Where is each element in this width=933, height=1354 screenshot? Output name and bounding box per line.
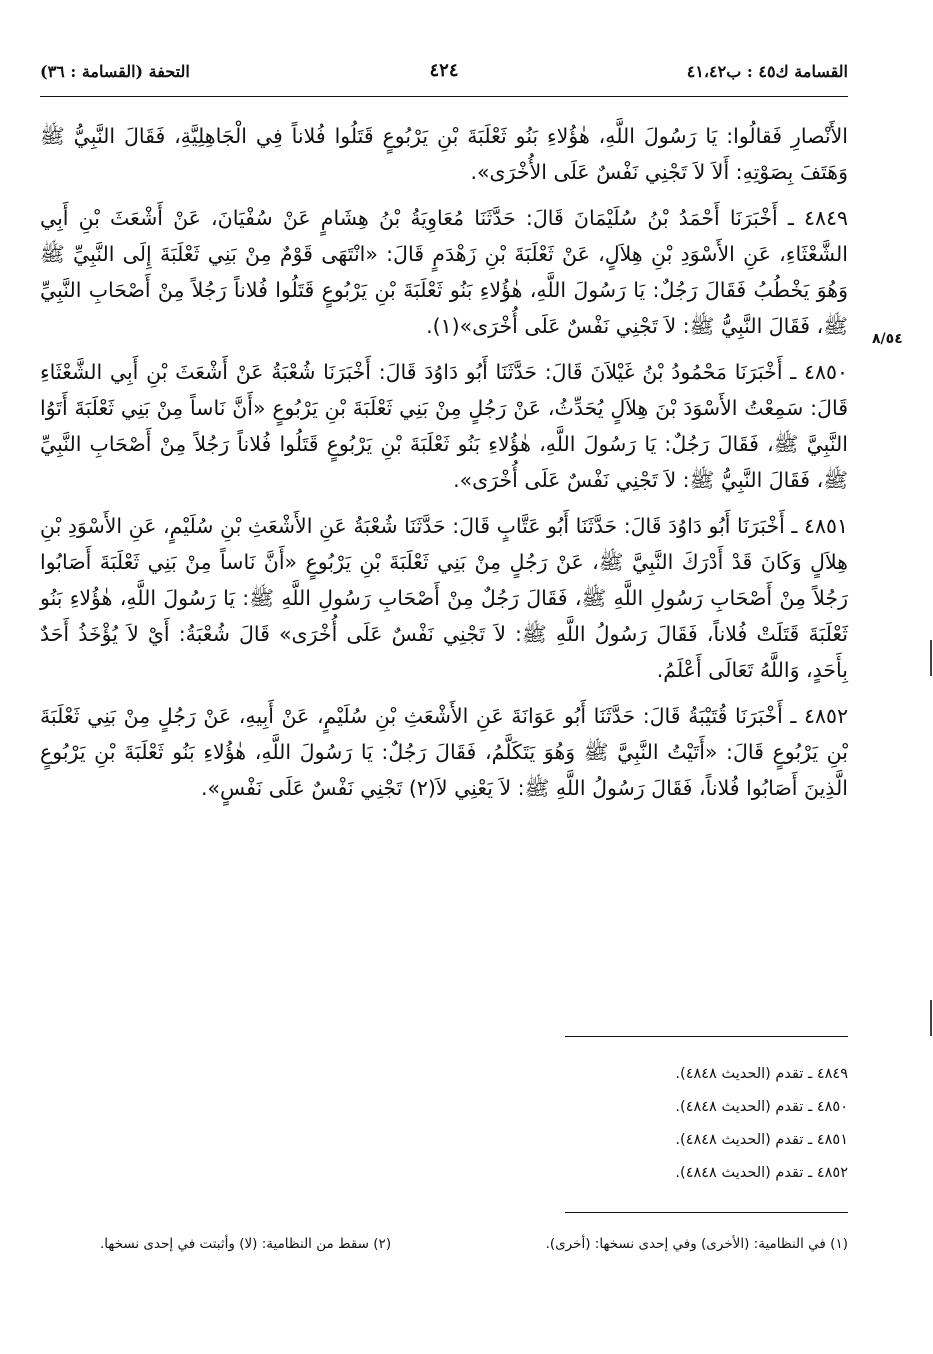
page-header — [40, 52, 848, 92]
hadith-4852: ٤٨٥٢ ـ أَخْبَرَنَا قُتَيْبَةُ قَالَ: حَدَّثَنَا أَبُو عَوَانَةَ عَنِ الأَشْعَثِ بْنِ سُلَيْمٍ، عَنْ أَبِيهِ، عَنْ رَجُلٍ مِنْ بَنِي ثَعْلَبَةَ بْنِ يَرْبُوعٍ قَالَ: «أَتَيْتُ النَّبِيَّ ﷺ وَهُوَ يَتَكَلَّمُ، فَقَالَ رَجُلٌ: يَا رَسُولَ اللَّهِ، هٰؤُلاءِ بَنُو ثَعْلَبَةَ بْنِ يَرْبُوعٍ الَّذِينَ أَصَابُوا فُلاناً، فَقَالَ رَسُولُ اللَّهِ ﷺ: لاَ يَعْنِي لاَ(٢) تَجْنِي نَفْسٌ عَلَى نَفْسٍ». — [40, 704, 848, 800]
hadith-4849: ٤٨٤٩ ـ أَخْبَرَنَا أَحْمَدُ بْنُ سُلَيْمَانَ قَالَ: حَدَّثَنَا مُعَاوِيَةُ بْنُ هِشَامٍ عَنْ سُفْيَانَ، عَنْ أَشْعَثَ بْنِ أَبِي الشَّعْثَاءِ، عَنِ الأَسْوَدِ بْنِ هِلاَلٍ، عَنْ ثَعْلَبَةَ بْنِ زَهْدَمٍ قَالَ: «انْتَهَى قَوْمٌ مِنْ بَنِي ثَعْلَبَةَ إِلَى النَّبِيِّ ﷺ وَهُوَ يَخْطُبُ فَقَالَ رَجُلٌ: يَا رَسُولَ اللَّهِ، هٰؤُلاءِ بَنُو ثَعْلَبَةَ بْنِ يَرْبُوعٍ قَتَلُوا فُلاناً رَجُلاً مِنْ أَصْحَابِ النَّبِيِّ ﷺ، فَقَالَ النَّبِيُّ ﷺ: لاَ تَجْنِي نَفْسٌ عَلَى أُخْرَى»(١). — [40, 206, 848, 338]
page-number: ٤٢٤ — [429, 60, 459, 81]
footnote-1: (١) في النظامية: (الأخرى) وفي إحدى نسخها: (أخرى). — [545, 1236, 848, 1252]
reference-item: ٤٨٤٩ ـ تقدم (الحديث ٤٨٤٨). — [675, 1066, 848, 1082]
scan-edge-mark — [930, 640, 932, 676]
footnotes — [100, 1236, 848, 1266]
reference-item: ٤٨٥٢ ـ تقدم (الحديث ٤٨٤٨). — [675, 1165, 848, 1181]
hadith-4851: ٤٨٥١ ـ أَخْبَرَنَا أَبُو دَاوُدَ قَالَ: حَدَّثَنَا أَبُو عَتَّابٍ قَالَ: حَدَّثَنَا شُعْبَةُ عَنِ الأَشْعَثِ بْنِ سُلَيْمٍ، عَنِ الأَسْوَدِ بْنِ هِلاَلٍ وَكَانَ قَدْ أَدْرَكَ النَّبِيَّ ﷺ، عَنْ رَجُلٍ مِنْ بَنِي ثَعْلَبَةَ بْنِ يَرْبُوعٍ «أَنَّ نَاساً مِنْ بَنِي ثَعْلَبَةَ أَصَابُوا رَجُلاً مِنْ أَصْحَابِ رَسُولِ اللَّهِ ﷺ، فَقَالَ رَجُلٌ مِنْ أَصْحَابِ رَسُولِ اللَّهِ ﷺ: يَا رَسُولَ اللَّهِ، هٰؤُلاءِ بَنُو ثَعْلَبَةَ قَتَلَتْ فُلاناً، فَقَالَ رَسُولُ اللَّهِ ﷺ: لاَ تَجْنِي نَفْسٌ عَلَى أُخْرَى» قَالَ شُعْبَةُ: أَيْ لاَ يُؤْخَذُ أَحَدٌ بِأَحَدٍ، وَاللَّهُ تَعَالَى أَعْلَمُ. — [40, 514, 848, 682]
margin-note: ٨/٥٤ — [872, 331, 903, 347]
footnote-2: (٢) سقط من النظامية: (لا) وأثبتت في إحدى نسخها. — [100, 1236, 392, 1252]
paragraph-continuation: الأَنْصارِ فَقالُوا: يَا رَسُولَ اللَّهِ، هٰؤُلاءِ بَنُو ثَعْلَبَةَ بْنِ يَرْبُوعٍ قَتَلُوا فُلاناً فِي الْجَاهِلِيَّةِ، فَقَالَ النَّبِيُّ ﷺ وَهَتَفَ بِصَوْتِهِ: أَلاَ لاَ تَجْنِي نَفْسٌ عَلَى الأُخْرَى». — [40, 124, 848, 184]
main-text — [40, 118, 848, 816]
references-divider — [565, 1036, 848, 1037]
reference-item: ٤٨٥٠ ـ تقدم (الحديث ٤٨٤٨). — [675, 1099, 848, 1115]
header-section-ref: القسامة ك٤٥ : ب٤١،٤٢ — [686, 62, 848, 81]
footnotes-divider — [565, 1212, 848, 1213]
scan-edge-mark — [930, 1000, 932, 1036]
header-divider — [40, 96, 848, 97]
references-list — [400, 1058, 848, 1190]
header-book-ref: التحفة (القسامة : ٣٦) — [40, 62, 190, 81]
hadith-4850: ٤٨٥٠ ـ أَخْبَرَنَا مَحْمُودُ بْنُ غَيْلاَنَ قَالَ: حَدَّثَنَا أَبُو دَاوُدَ قَالَ: أَخْبَرَنَا شُعْبَةُ عَنْ أَشْعَثَ بْنِ أَبِي الشَّعْثَاءِ قَالَ: سَمِعْتُ الأَسْوَدَ بْنَ هِلاَلٍ يُحَدِّثُ، عَنْ رَجُلٍ مِنْ بَنِي ثَعْلَبَةَ بْنِ يَرْبُوعٍ «أَنَّ نَاساً مِنْ بَنِي ثَعْلَبَةَ أَتَوُا النَّبِيَّ ﷺ، فَقَالَ رَجُلٌ: يَا رَسُولَ اللَّهِ، هٰؤُلاءِ بَنُو ثَعْلَبَةَ بْنِ يَرْبُوعٍ قَتَلُوا فُلاناً رَجُلاً مِنْ أَصْحَابِ النَّبِيِّ ﷺ، فَقَالَ النَّبِيُّ ﷺ: لاَ تَجْنِي نَفْسٌ عَلَى أُخْرَى». — [40, 360, 848, 492]
reference-item: ٤٨٥١ ـ تقدم (الحديث ٤٨٤٨). — [675, 1132, 848, 1148]
